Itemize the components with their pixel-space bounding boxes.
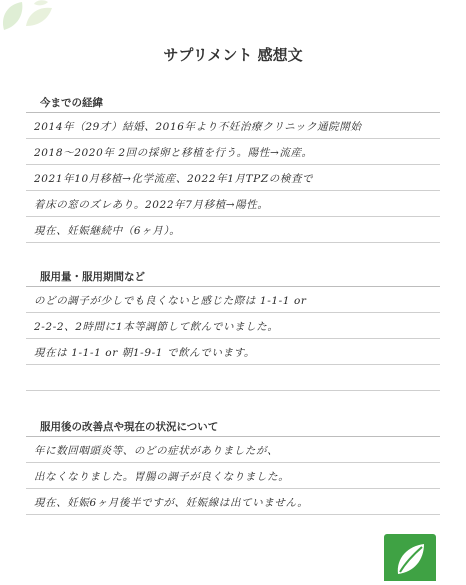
handwritten-line: 2018〜2020年 2回の採卵と移植を行う。陽性→流産。 bbox=[26, 139, 440, 165]
handwritten-line: 年に数回咽頭炎等、のどの症状がありましたが、 bbox=[26, 437, 440, 463]
handwritten-line: 2-2-2、2時間に1本等調節して飲んでいました。 bbox=[26, 313, 440, 339]
page-title: サプリメント 感想文 bbox=[163, 46, 303, 64]
handwritten-block bbox=[26, 437, 440, 515]
handwritten-line: 現在は 1-1-1 or 朝1-9-1 で飲んでいます。 bbox=[26, 339, 440, 365]
improvement-section bbox=[26, 418, 440, 515]
handwritten-line: 2021年10月移植→化学流産、2022年1月TPZの検査で bbox=[26, 165, 440, 191]
handwritten-line: 2014年（29才）結婚、2016年より不妊治療クリニック通院開始 bbox=[26, 113, 440, 139]
handwritten-block bbox=[26, 287, 440, 391]
handwritten-line: 現在、妊娠継続中（6ヶ月）。 bbox=[26, 217, 440, 243]
handwritten-line: 着床の窓のズレあり。2022年7月移植→陽性。 bbox=[26, 191, 440, 217]
handwritten-line: 現在、妊娠6ヶ月後半ですが、妊娠線は出ていません。 bbox=[26, 489, 440, 515]
handwritten-block bbox=[26, 113, 440, 243]
dosage-section bbox=[26, 268, 440, 391]
section-heading-dosage: 服用量・服用期間など bbox=[26, 268, 440, 287]
leaf-logo-icon bbox=[384, 534, 436, 581]
history-section bbox=[26, 94, 440, 243]
blank-line bbox=[26, 365, 440, 391]
handwritten-line: のどの調子が少しでも良くないと感じた際は 1-1-1 or bbox=[26, 287, 440, 313]
section-heading-improvement: 服用後の改善点や現在の状況について bbox=[26, 418, 440, 437]
section-heading-history: 今までの経緯 bbox=[26, 94, 440, 113]
leaf-decoration-icon bbox=[0, 0, 60, 34]
handwritten-line: 出なくなりました。胃腸の調子が良くなりました。 bbox=[26, 463, 440, 489]
